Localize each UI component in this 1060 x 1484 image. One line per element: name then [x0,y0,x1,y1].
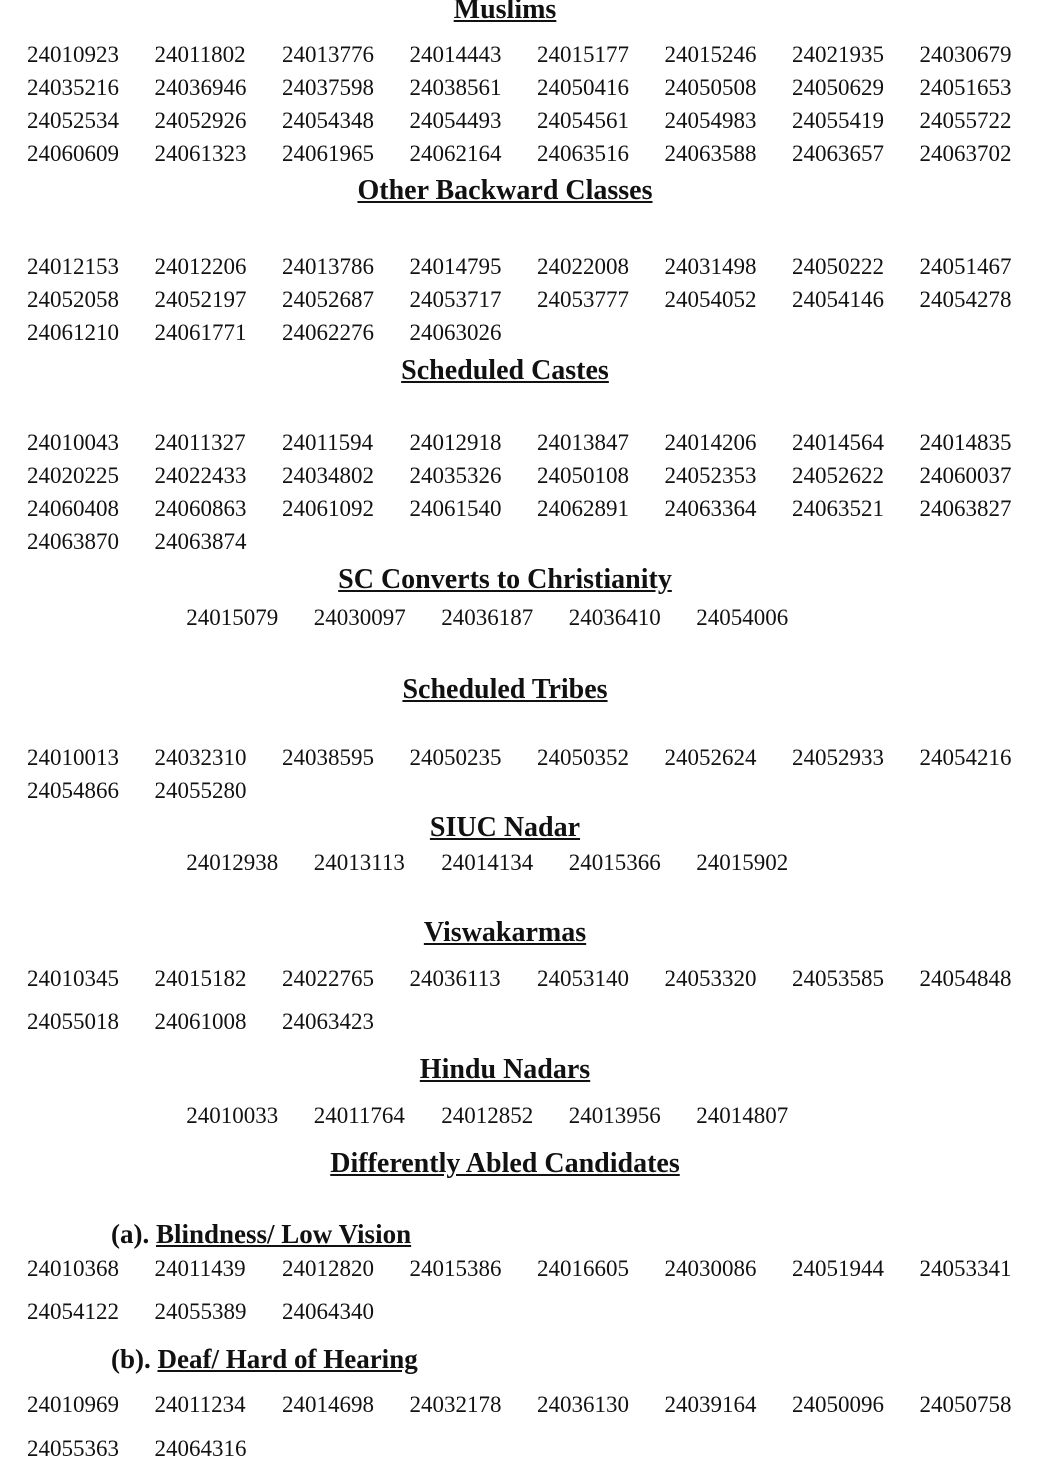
register-number: 24036410 [568,605,661,630]
subheading-title: Deaf/ Hard of Hearing [157,1344,418,1374]
register-number: 24014134 [441,850,534,875]
register-number: 24016605 [537,1256,629,1281]
register-number: 24015079 [186,605,279,630]
list-scheduled-tribes [27,745,1047,811]
register-number: 24060863 [154,496,247,521]
subheading-prefix: (b). [111,1344,151,1374]
heading-siuc-nadar: SIUC Nadar [429,812,581,843]
register-number: 24055280 [154,778,247,803]
register-number: 24054866 [27,778,119,803]
register-number: 24011439 [154,1256,246,1281]
register-number: 24052622 [792,463,884,488]
register-number: 24052624 [664,745,757,770]
register-number: 24010368 [27,1256,119,1281]
heading-scheduled-tribes: Scheduled Tribes [402,674,608,705]
register-number: 24054983 [664,108,757,133]
heading-scheduled-castes: Scheduled Castes [401,355,609,386]
register-number: 24015366 [568,850,661,875]
register-number: 24037598 [282,75,374,100]
register-number: 24053585 [792,966,884,991]
register-number: 24035326 [409,463,502,488]
register-number: 24060408 [27,496,119,521]
register-number: 24063870 [27,529,119,554]
register-number: 24063657 [792,141,884,166]
list-deaf-hard-of-hearing [27,1392,1047,1480]
register-number: 24061771 [154,320,247,345]
register-number: 24053341 [919,1256,1012,1281]
register-number: 24060037 [919,463,1012,488]
register-number: 24062164 [409,141,502,166]
register-number: 24032310 [154,745,247,770]
register-number: 24050508 [664,75,757,100]
register-number: 24060609 [27,141,119,166]
register-number: 24054493 [409,108,502,133]
register-number: 24014698 [282,1392,374,1417]
register-number: 24050096 [792,1392,884,1417]
register-number: 24013956 [568,1103,661,1128]
register-number: 24061210 [27,320,119,345]
register-number: 24053140 [537,966,629,991]
register-number: 24053777 [537,287,629,312]
register-number: 24036946 [154,75,247,100]
register-number: 24054216 [919,745,1012,770]
register-number: 24036187 [441,605,534,630]
register-number: 24054006 [696,605,789,630]
register-number: 24064316 [154,1436,247,1461]
list-scheduled-castes [27,430,1047,562]
register-number: 24013847 [537,430,629,455]
register-number: 24063874 [154,529,247,554]
register-number: 24063521 [792,496,884,521]
register-number: 24010923 [27,42,119,67]
register-number: 24038561 [409,75,502,100]
register-number: 24021935 [792,42,884,67]
register-number: 24061540 [409,496,502,521]
register-number: 24053320 [664,966,757,991]
list-muslims [27,42,1047,174]
register-number: 24055419 [792,108,884,133]
heading-muslims: Muslims [453,0,557,25]
register-number: 24031498 [664,254,757,279]
register-number: 24039164 [664,1392,757,1417]
register-number: 24061965 [282,141,374,166]
register-number: 24036113 [409,966,501,991]
register-number: 24055389 [154,1299,247,1324]
register-number: 24051944 [792,1256,884,1281]
register-number: 24012206 [154,254,247,279]
register-number: 24030679 [919,42,1012,67]
register-number: 24052933 [792,745,884,770]
register-number: 24010043 [27,430,119,455]
register-number: 24013776 [282,42,374,67]
register-number: 24052926 [154,108,247,133]
register-number: 24054561 [537,108,629,133]
register-number: 24063364 [664,496,757,521]
register-number: 24014206 [664,430,757,455]
register-number: 24062891 [537,496,629,521]
register-number: 24052058 [27,287,119,312]
subheading-title: Blindness/ Low Vision [155,1219,412,1249]
register-number: 24014564 [792,430,884,455]
register-number: 24051653 [919,75,1012,100]
heading-other-backward-classes: Other Backward Classes [357,175,653,206]
register-number: 24061323 [154,141,247,166]
register-number: 24011802 [154,42,246,67]
register-number: 24063827 [919,496,1012,521]
register-number: 24061092 [282,496,374,521]
register-number: 24034802 [282,463,374,488]
register-number: 24022765 [282,966,374,991]
heading-viswakarmas: Viswakarmas [423,917,587,948]
heading-hindu-nadars: Hindu Nadars [419,1054,591,1085]
register-number: 24054122 [27,1299,119,1324]
register-number: 24012820 [282,1256,374,1281]
list-other-backward-classes [27,254,1047,353]
register-number: 24063702 [919,141,1012,166]
register-number: 24011234 [154,1392,246,1417]
subheading-blindness-low-vision [111,1218,411,1250]
subheading-prefix: (a). [111,1219,150,1249]
register-number: 24050222 [792,254,884,279]
register-number: 24053717 [409,287,502,312]
register-number: 24063423 [282,1009,374,1034]
register-number: 24051467 [919,254,1012,279]
register-number: 24014807 [696,1103,789,1128]
register-number: 24050629 [792,75,884,100]
register-number: 24013113 [313,850,405,875]
heading-sc-converts-to-christianity: SC Converts to Christianity [338,564,672,595]
register-number: 24038595 [282,745,374,770]
register-number: 24032178 [409,1392,502,1417]
list-siuc-nadar [0,850,1010,876]
register-number: 24015902 [696,850,789,875]
register-number: 24063516 [537,141,629,166]
list-blindness-low-vision [27,1256,1047,1342]
register-number: 24062276 [282,320,374,345]
register-number: 24063588 [664,141,757,166]
register-number: 24036130 [537,1392,629,1417]
list-hindu-nadars [0,1103,1010,1129]
register-number: 24054348 [282,108,374,133]
register-number: 24055363 [27,1436,119,1461]
register-number: 24050758 [919,1392,1012,1417]
register-number: 24050352 [537,745,629,770]
register-number: 24022433 [154,463,247,488]
register-number: 24010345 [27,966,119,991]
register-number: 24052353 [664,463,757,488]
register-number: 24014835 [919,430,1012,455]
register-number: 24054052 [664,287,757,312]
register-number: 24050108 [537,463,629,488]
list-sc-converts-to-christianity [0,605,1010,631]
register-number: 24012938 [186,850,279,875]
register-number: 24015177 [537,42,629,67]
register-number: 24010033 [186,1103,279,1128]
subheading-deaf-hard-of-hearing [111,1343,418,1375]
register-number: 24014443 [409,42,502,67]
register-number: 24010013 [27,745,119,770]
register-number: 24022008 [537,254,629,279]
register-number: 24054146 [792,287,884,312]
register-number: 24055722 [919,108,1012,133]
register-number: 24061008 [154,1009,247,1034]
register-number: 24015246 [664,42,757,67]
register-number: 24011327 [154,430,246,455]
register-number: 24030097 [313,605,406,630]
register-number: 24011764 [313,1103,405,1128]
register-number: 24052534 [27,108,119,133]
register-number: 24052687 [282,287,374,312]
register-number: 24050416 [537,75,629,100]
register-number: 24035216 [27,75,119,100]
register-number: 24013786 [282,254,374,279]
register-number: 24064340 [282,1299,374,1324]
register-number: 24052197 [154,287,247,312]
register-number: 24054848 [919,966,1012,991]
register-number: 24014795 [409,254,502,279]
register-number: 24015386 [409,1256,502,1281]
register-number: 24012852 [441,1103,534,1128]
register-number: 24063026 [409,320,502,345]
register-number: 24020225 [27,463,119,488]
register-number: 24011594 [282,430,374,455]
register-number: 24015182 [154,966,247,991]
register-number: 24012153 [27,254,119,279]
register-number: 24055018 [27,1009,119,1034]
register-number: 24030086 [664,1256,757,1281]
register-number: 24012918 [409,430,502,455]
register-number: 24054278 [919,287,1012,312]
list-viswakarmas [27,966,1047,1052]
register-number: 24010969 [27,1392,119,1417]
register-number: 24050235 [409,745,502,770]
heading-differently-abled-candidates: Differently Abled Candidates [330,1148,680,1179]
